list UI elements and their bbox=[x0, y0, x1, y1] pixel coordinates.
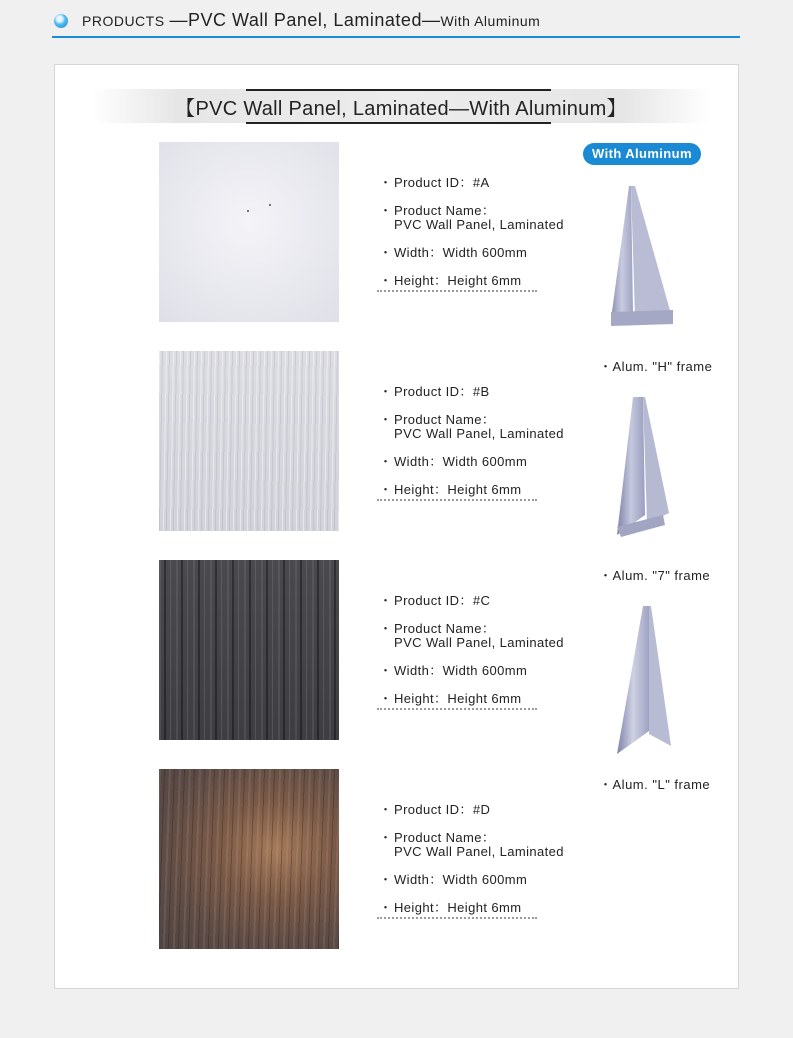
dotted-divider bbox=[377, 290, 537, 292]
dotted-divider bbox=[377, 708, 537, 710]
spec-height: ・ Height：Height 6mm bbox=[379, 482, 522, 497]
spec-height: ・ Height：Height 6mm bbox=[379, 273, 522, 288]
bullet-icon bbox=[54, 14, 68, 28]
breadcrumb-products: PRODUCTS bbox=[82, 13, 165, 29]
breadcrumb bbox=[82, 10, 540, 31]
spec-product-id: ・ Product ID：#C bbox=[379, 593, 491, 608]
spec-width: ・ Width：Width 600mm bbox=[379, 663, 528, 678]
section-title: 【PVC Wall Panel, Laminated—With Aluminum】 bbox=[175, 98, 627, 120]
header-divider bbox=[52, 36, 740, 38]
spec-width: ・ Width：Width 600mm bbox=[379, 454, 528, 469]
page-subtitle: With Aluminum bbox=[440, 13, 541, 29]
product-row-c bbox=[55, 560, 738, 742]
spec-product-name: ・ Product Name： PVC Wall Panel, Laminated bbox=[379, 412, 564, 441]
frame-label-h: ・Alum. "H" frame bbox=[599, 359, 713, 374]
banner-rule-top bbox=[246, 89, 551, 91]
spec-product-id: ・ Product ID：#B bbox=[379, 384, 490, 399]
product-row-b bbox=[55, 351, 738, 533]
spec-product-name: ・ Product Name： PVC Wall Panel, Laminated bbox=[379, 203, 564, 232]
spec-width: ・ Width：Width 600mm bbox=[379, 872, 528, 887]
spec-product-id: ・ Product ID：#A bbox=[379, 175, 490, 190]
spec-product-name: ・ Product Name： PVC Wall Panel, Laminated bbox=[379, 830, 564, 859]
product-specs-c bbox=[377, 594, 617, 720]
h-frame-image[interactable] bbox=[585, 184, 705, 334]
product-specs-d bbox=[377, 803, 617, 929]
with-aluminum-badge: With Aluminum bbox=[583, 143, 701, 165]
l-frame-image[interactable] bbox=[585, 606, 705, 756]
7-frame-image[interactable] bbox=[585, 395, 705, 545]
frame-label-l: ・Alum. "L" frame bbox=[599, 777, 711, 792]
page-header bbox=[52, 6, 740, 38]
spec-width: ・ Width：Width 600mm bbox=[379, 245, 528, 260]
frame-label-7: ・Alum. "7" frame bbox=[599, 568, 711, 583]
product-specs-b bbox=[377, 385, 617, 511]
section-banner bbox=[91, 89, 711, 123]
dotted-divider bbox=[377, 917, 537, 919]
swatch-speck bbox=[269, 204, 271, 206]
spec-product-name: ・ Product Name： PVC Wall Panel, Laminated bbox=[379, 621, 564, 650]
dotted-divider bbox=[377, 499, 537, 501]
swatch-speck bbox=[247, 210, 249, 212]
product-row-a bbox=[55, 142, 738, 324]
product-specs-a bbox=[377, 176, 617, 302]
page-title: PVC Wall Panel, Laminated bbox=[188, 10, 422, 30]
product-row-d bbox=[55, 769, 738, 951]
spec-product-id: ・ Product ID：#D bbox=[379, 802, 491, 817]
banner-rule-bottom bbox=[246, 122, 551, 124]
breadcrumb-dash: — bbox=[421, 10, 441, 30]
product-swatch-c[interactable] bbox=[159, 560, 339, 740]
breadcrumb-dash: — bbox=[169, 10, 189, 30]
spec-height: ・ Height：Height 6mm bbox=[379, 900, 522, 915]
product-swatch-a[interactable] bbox=[159, 142, 339, 322]
product-swatch-b[interactable] bbox=[159, 351, 339, 531]
product-swatch-d[interactable] bbox=[159, 769, 339, 949]
spec-height: ・ Height：Height 6mm bbox=[379, 691, 522, 706]
product-card bbox=[54, 64, 739, 989]
